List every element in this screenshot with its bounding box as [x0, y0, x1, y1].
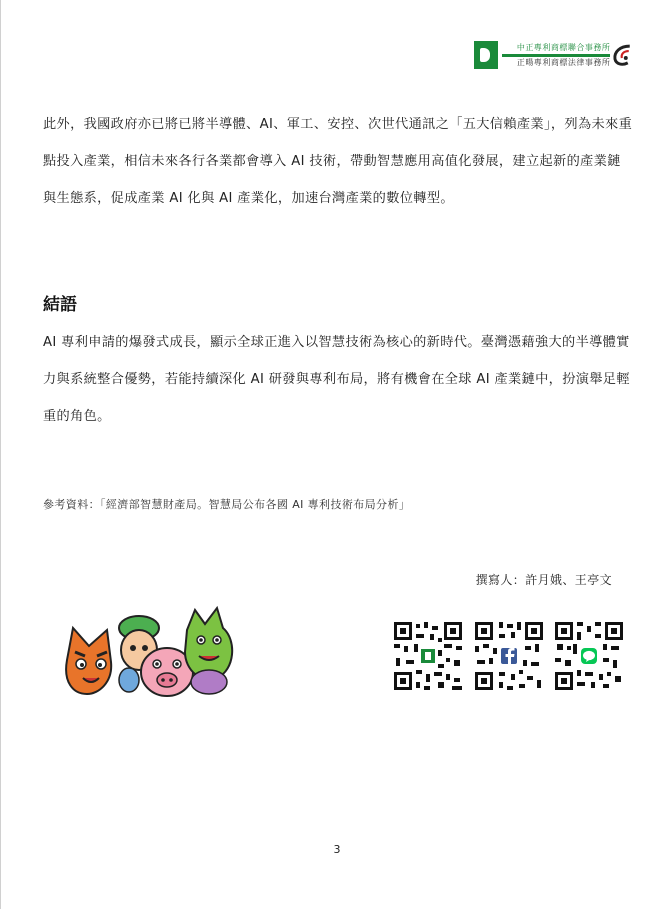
firm-logo	[474, 40, 634, 70]
paragraph-conclusion: AI 專利申請的爆發式成長，顯示全球正進入以智慧技術為核心的新時代。臺灣憑藉強大的半導體實力與系統整合優勢，若能持續深化 AI 研發與專利布局，將有機會在全球 AI 產業鏈中，扮演舉足輕重的角色。	[43, 335, 630, 424]
logo-text	[502, 43, 610, 68]
logo-swirl-icon	[612, 42, 634, 68]
logo-line1: 中正專利商標聯合事務所	[516, 42, 611, 52]
qr-code-website[interactable]	[392, 620, 464, 692]
mascot-illustration	[59, 600, 249, 700]
page-number: 3	[333, 843, 341, 856]
qr-code-facebook[interactable]	[473, 620, 545, 692]
logo-stripe	[502, 54, 610, 57]
section-heading-conclusion: 結語	[43, 295, 77, 315]
logo-line2: 正暘專利商標法律事務所	[516, 57, 611, 67]
reference-note: 參考資料：「經濟部智慧財產局。智慧局公布各國 AI 專利技術布局分析」	[43, 498, 411, 511]
logo-mark-icon	[474, 41, 498, 69]
author-line: 撰寫人：許月娥、王亭文	[475, 573, 612, 587]
paragraph-industry-policy: 此外，我國政府亦已將已將半導體、AI、軍工、安控、次世代通訊之「五大信賴產業」，列為未來重點投入產業，相信未來各行各業都會導入 AI 技術，帶動智慧應用高值化發展，建立起新的產業鏈與生態系，促成產業 AI 化與 AI 產業化，加速台灣產業的數位轉型。	[43, 117, 633, 206]
qr-code-line[interactable]	[553, 620, 625, 692]
